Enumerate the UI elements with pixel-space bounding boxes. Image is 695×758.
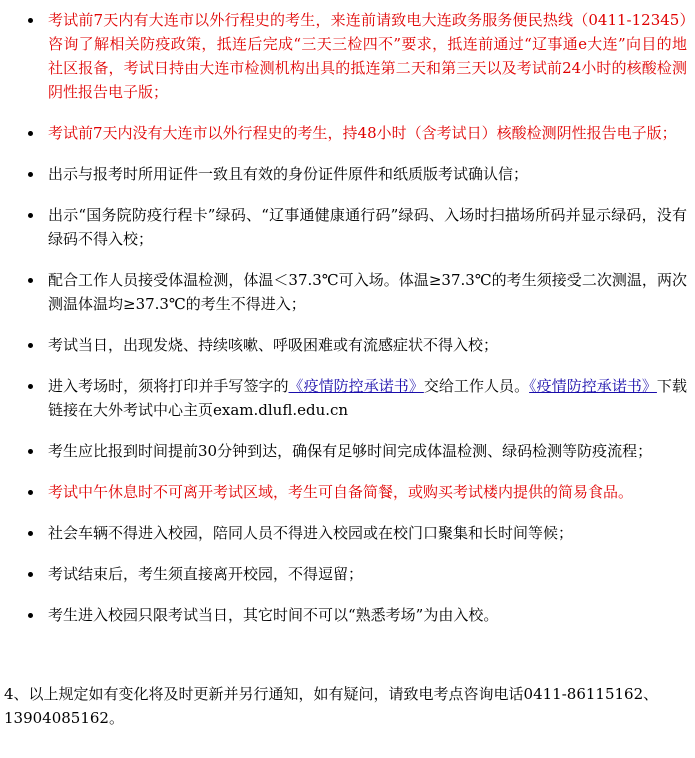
list-item-text: 考生进入校园只限考试当日，其它时间不可以“熟悉考场”为由入校。 [48, 606, 499, 624]
commitment-letter-download-link[interactable]: 《疫情防控承诺书》 [529, 377, 657, 395]
list-item [0, 374, 687, 422]
bullet-dot-icon [28, 278, 33, 283]
list-item [0, 562, 687, 586]
list-item-text: 出示“国务院防疫行程卡”绿码、“辽事通健康通行码”绿码、入场时扫描场所码并显示绿码，没有绿码不得入校； [48, 206, 687, 248]
list-item-text: 考试结束后，考生须直接离开校园，不得逗留； [48, 565, 364, 583]
list-item [0, 603, 687, 627]
bullet-dot-icon [28, 172, 33, 177]
list-item-text: 下载链接在大外考试中心主页exam.dlufl.edu.cn [48, 377, 687, 419]
bullet-dot-icon [28, 490, 33, 495]
list-item-text: 考试前7天内没有大连市以外行程史的考生，持48小时（含考试日）核酸检测阴性报告电子版； [48, 124, 677, 142]
bullet-dot-icon [28, 449, 33, 454]
list-item-text: 交给工作人员。 [423, 377, 530, 395]
footer-notice: 4、以上规定如有变化将及时更新并另行通知，如有疑问，请致电考点咨询电话0411-86115162、13904085162。 [4, 685, 659, 727]
bullet-dot-icon [28, 18, 33, 23]
bullet-dot-icon [28, 531, 33, 536]
list-item [0, 480, 687, 504]
list-item [0, 121, 687, 145]
list-item [0, 8, 687, 104]
list-item-text: 考试中午休息时不可离开考试区域，考生可自备简餐，或购买考试楼内提供的简易食品。 [48, 483, 634, 501]
list-item-text: 社会车辆不得进入校园，陪同人员不得进入校园或在校门口聚集和长时间等候； [48, 524, 574, 542]
bullet-dot-icon [28, 384, 33, 389]
bullet-dot-icon [28, 213, 33, 218]
bullet-dot-icon [28, 343, 33, 348]
bullet-dot-icon [28, 572, 33, 577]
list-item-text: 出示与报考时所用证件一致且有效的身份证件原件和纸质版考试确认信； [48, 165, 529, 183]
bullet-dot-icon [28, 613, 33, 618]
list-item-text: 进入考场时，须将打印并手写签字的 [48, 377, 289, 395]
list-item [0, 203, 687, 251]
list-item-text: 配合工作人员接受体温检测，体温＜37.3℃可入场。体温≥37.3℃的考生须接受二次测温，两次测温体温均≥37.3℃的考生不得进入； [48, 271, 687, 313]
list-item [0, 268, 687, 316]
commitment-letter-link[interactable]: 《疫情防控承诺书》 [288, 377, 424, 395]
list-item [0, 439, 687, 463]
list-item [0, 162, 687, 186]
bullet-dot-icon [28, 131, 33, 136]
list-item [0, 521, 687, 545]
list-item [0, 333, 687, 357]
list-item-text: 考试前7天内有大连市以外行程史的考生，来连前请致电大连政务服务便民热线（0411-12345）咨询了解相关防疫政策，抵连后完成“三天三检四不”要求，抵连前通过“辽事通e大连”向目的地社区报备，考试日持由大连市检测机构出具的抵连第二天和第三天以及考试前24小时的核酸检测阴性报告电子版； [48, 11, 687, 101]
list-item-text: 考生应比报到时间提前30分钟到达，确保有足够时间完成体温检测、绿码检测等防疫流程； [48, 442, 653, 460]
list-item-text: 考试当日，出现发烧、持续咳嗽、呼吸困难或有流感症状不得入校； [48, 336, 499, 354]
